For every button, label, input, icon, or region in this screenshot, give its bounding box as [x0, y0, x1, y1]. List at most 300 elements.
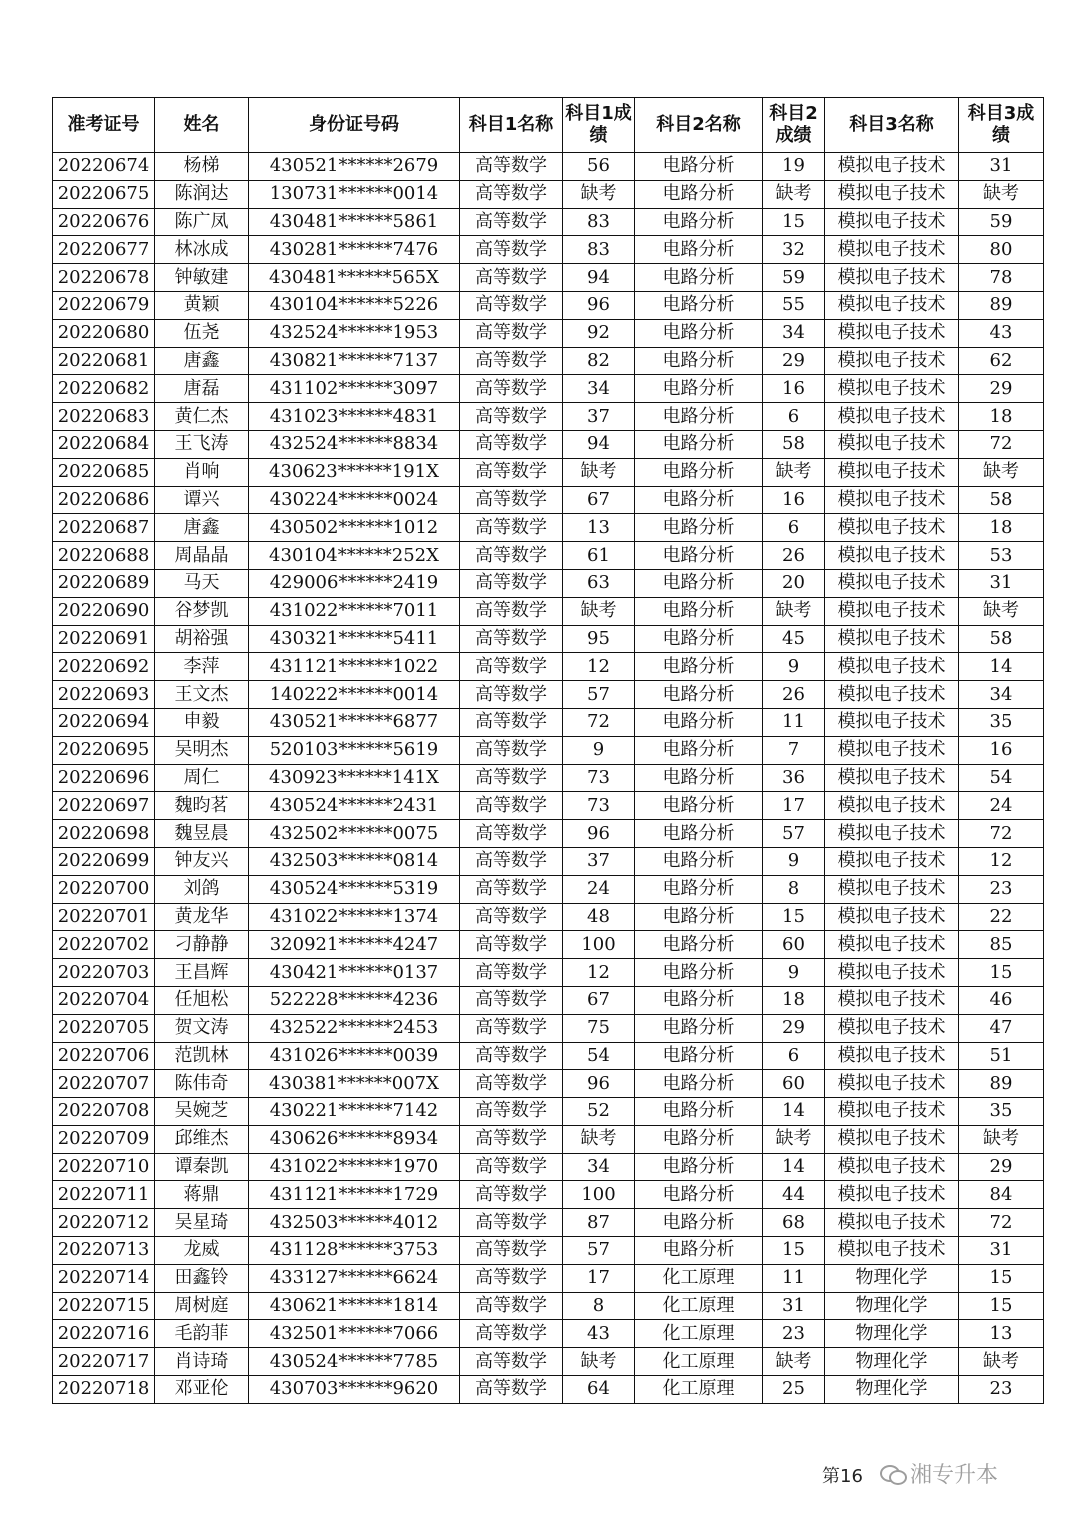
cell-id-number: 431026******0039 — [249, 1042, 460, 1070]
cell-subject3-score: 12 — [959, 847, 1044, 875]
cell-subject3-name: 物理化学 — [825, 1292, 959, 1320]
cell-exam-id: 20220683 — [53, 403, 155, 431]
cell-subject3-name: 模拟电子技术 — [825, 1209, 959, 1237]
cell-subject2-score: 缺考 — [763, 458, 825, 486]
table-row — [53, 792, 1044, 820]
table-row — [53, 875, 1044, 903]
cell-subject2-score: 25 — [763, 1376, 825, 1404]
cell-subject2-score: 6 — [763, 1042, 825, 1070]
cell-subject3-name: 模拟电子技术 — [825, 486, 959, 514]
cell-subject1-name: 高等数学 — [460, 180, 563, 208]
cell-subject2-score: 17 — [763, 792, 825, 820]
cell-id-number: 430104******252X — [249, 542, 460, 570]
cell-subject2-name: 电路分析 — [635, 1237, 763, 1265]
cell-subject3-score: 14 — [959, 653, 1044, 681]
cell-id-number: 431128******3753 — [249, 1237, 460, 1265]
cell-subject3-name: 模拟电子技术 — [825, 236, 959, 264]
cell-subject3-score: 34 — [959, 681, 1044, 709]
cell-subject2-score: 19 — [763, 153, 825, 181]
cell-exam-id: 20220676 — [53, 208, 155, 236]
cell-name: 肖响 — [155, 458, 249, 486]
cell-subject3-name: 模拟电子技术 — [825, 736, 959, 764]
cell-subject2-name: 电路分析 — [635, 430, 763, 458]
cell-subject1-score: 94 — [563, 264, 635, 292]
cell-subject3-score: 72 — [959, 1209, 1044, 1237]
cell-id-number: 432502******0075 — [249, 820, 460, 848]
cell-subject1-score: 9 — [563, 736, 635, 764]
cell-subject2-name: 电路分析 — [635, 542, 763, 570]
cell-subject3-name: 模拟电子技术 — [825, 681, 959, 709]
cell-subject2-score: 44 — [763, 1181, 825, 1209]
cell-subject1-score: 100 — [563, 931, 635, 959]
cell-subject2-score: 31 — [763, 1292, 825, 1320]
cell-subject2-name: 电路分析 — [635, 931, 763, 959]
cell-subject1-name: 高等数学 — [460, 542, 563, 570]
cell-subject2-name: 电路分析 — [635, 764, 763, 792]
cell-exam-id: 20220689 — [53, 569, 155, 597]
cell-subject3-score: 29 — [959, 1153, 1044, 1181]
table-row — [53, 291, 1044, 319]
table-row — [53, 236, 1044, 264]
cell-subject3-score: 72 — [959, 430, 1044, 458]
cell-subject3-name: 模拟电子技术 — [825, 180, 959, 208]
cell-subject3-name: 模拟电子技术 — [825, 1181, 959, 1209]
cell-subject3-score: 缺考 — [959, 1125, 1044, 1153]
table-row — [53, 1237, 1044, 1265]
cell-subject2-score: 9 — [763, 653, 825, 681]
cell-id-number: 430521******6877 — [249, 708, 460, 736]
cell-subject3-score: 18 — [959, 403, 1044, 431]
cell-subject2-score: 32 — [763, 236, 825, 264]
cell-name: 吴星琦 — [155, 1209, 249, 1237]
wechat-icon — [880, 1463, 906, 1485]
cell-subject3-score: 缺考 — [959, 1348, 1044, 1376]
cell-subject3-score: 缺考 — [959, 458, 1044, 486]
cell-subject1-score: 94 — [563, 430, 635, 458]
cell-subject2-score: 58 — [763, 430, 825, 458]
cell-subject2-score: 45 — [763, 625, 825, 653]
cell-subject3-name: 模拟电子技术 — [825, 1237, 959, 1265]
cell-subject3-score: 23 — [959, 875, 1044, 903]
cell-name: 唐磊 — [155, 375, 249, 403]
cell-subject2-score: 8 — [763, 875, 825, 903]
cell-subject1-score: 缺考 — [563, 180, 635, 208]
cell-subject1-score: 61 — [563, 542, 635, 570]
cell-exam-id: 20220684 — [53, 430, 155, 458]
cell-exam-id: 20220695 — [53, 736, 155, 764]
cell-subject1-score: 48 — [563, 903, 635, 931]
cell-id-number: 430502******1012 — [249, 514, 460, 542]
cell-subject2-score: 缺考 — [763, 180, 825, 208]
cell-exam-id: 20220685 — [53, 458, 155, 486]
cell-exam-id: 20220696 — [53, 764, 155, 792]
cell-id-number: 432522******2453 — [249, 1014, 460, 1042]
table-row — [53, 403, 1044, 431]
table-row — [53, 820, 1044, 848]
page-number: 第16 — [822, 1466, 863, 1487]
cell-exam-id: 20220711 — [53, 1181, 155, 1209]
cell-name: 谭秦凯 — [155, 1153, 249, 1181]
header-id-number: 身份证号码 — [249, 98, 460, 153]
cell-exam-id: 20220691 — [53, 625, 155, 653]
cell-name: 邓亚伦 — [155, 1376, 249, 1404]
cell-name: 谭兴 — [155, 486, 249, 514]
cell-name: 邱维杰 — [155, 1125, 249, 1153]
cell-subject1-score: 73 — [563, 764, 635, 792]
cell-subject1-name: 高等数学 — [460, 291, 563, 319]
cell-id-number: 520103******5619 — [249, 736, 460, 764]
cell-name: 杨梯 — [155, 153, 249, 181]
cell-subject1-score: 82 — [563, 347, 635, 375]
cell-subject2-score: 缺考 — [763, 1125, 825, 1153]
cell-exam-id: 20220715 — [53, 1292, 155, 1320]
cell-subject2-name: 电路分析 — [635, 153, 763, 181]
cell-subject3-name: 物理化学 — [825, 1376, 959, 1404]
table-row — [53, 180, 1044, 208]
table-row — [53, 375, 1044, 403]
cell-name: 黄颖 — [155, 291, 249, 319]
cell-id-number: 430481******5861 — [249, 208, 460, 236]
cell-subject1-name: 高等数学 — [460, 708, 563, 736]
cell-name: 周仁 — [155, 764, 249, 792]
cell-subject1-score: 75 — [563, 1014, 635, 1042]
cell-name: 周晶晶 — [155, 542, 249, 570]
cell-id-number: 433127******6624 — [249, 1264, 460, 1292]
cell-subject1-score: 73 — [563, 792, 635, 820]
cell-subject3-score: 22 — [959, 903, 1044, 931]
cell-subject1-name: 高等数学 — [460, 1153, 563, 1181]
cell-id-number: 430104******5226 — [249, 291, 460, 319]
cell-subject2-name: 电路分析 — [635, 820, 763, 848]
watermark-text: 湘专升本 — [910, 1463, 999, 1488]
cell-subject3-name: 模拟电子技术 — [825, 764, 959, 792]
cell-subject1-name: 高等数学 — [460, 1042, 563, 1070]
cell-exam-id: 20220717 — [53, 1348, 155, 1376]
cell-name: 马天 — [155, 569, 249, 597]
cell-subject1-name: 高等数学 — [460, 1348, 563, 1376]
cell-subject1-score: 95 — [563, 625, 635, 653]
cell-subject3-name: 模拟电子技术 — [825, 208, 959, 236]
cell-name: 刁静静 — [155, 931, 249, 959]
table-header-row — [53, 98, 1044, 153]
cell-name: 蒋鼎 — [155, 1181, 249, 1209]
cell-subject1-score: 缺考 — [563, 458, 635, 486]
cell-subject2-name: 电路分析 — [635, 792, 763, 820]
table-row — [53, 1153, 1044, 1181]
cell-name: 吴婉芝 — [155, 1098, 249, 1126]
cell-subject2-score: 11 — [763, 708, 825, 736]
cell-name: 任旭松 — [155, 986, 249, 1014]
cell-subject1-name: 高等数学 — [460, 597, 563, 625]
cell-name: 魏昀茗 — [155, 792, 249, 820]
cell-subject3-score: 78 — [959, 264, 1044, 292]
cell-subject1-score: 67 — [563, 986, 635, 1014]
cell-subject1-name: 高等数学 — [460, 986, 563, 1014]
cell-exam-id: 20220706 — [53, 1042, 155, 1070]
header-subject2-score: 科目2成绩 — [763, 98, 825, 153]
cell-id-number: 140222******0014 — [249, 681, 460, 709]
cell-subject2-name: 电路分析 — [635, 458, 763, 486]
cell-subject2-name: 电路分析 — [635, 1125, 763, 1153]
cell-subject1-score: 37 — [563, 847, 635, 875]
table-row — [53, 1098, 1044, 1126]
cell-subject3-score: 59 — [959, 208, 1044, 236]
cell-subject1-score: 100 — [563, 1181, 635, 1209]
cell-name: 陈润达 — [155, 180, 249, 208]
cell-name: 谷梦凯 — [155, 597, 249, 625]
cell-exam-id: 20220686 — [53, 486, 155, 514]
cell-exam-id: 20220680 — [53, 319, 155, 347]
cell-subject2-name: 电路分析 — [635, 236, 763, 264]
cell-subject2-score: 68 — [763, 1209, 825, 1237]
cell-subject2-score: 29 — [763, 347, 825, 375]
cell-exam-id: 20220712 — [53, 1209, 155, 1237]
cell-subject3-name: 物理化学 — [825, 1348, 959, 1376]
cell-subject2-name: 化工原理 — [635, 1348, 763, 1376]
cell-exam-id: 20220688 — [53, 542, 155, 570]
cell-subject1-score: 63 — [563, 569, 635, 597]
cell-subject2-score: 34 — [763, 319, 825, 347]
cell-subject1-name: 高等数学 — [460, 347, 563, 375]
table-row — [53, 764, 1044, 792]
cell-exam-id: 20220716 — [53, 1320, 155, 1348]
cell-subject2-score: 缺考 — [763, 597, 825, 625]
cell-subject1-name: 高等数学 — [460, 1098, 563, 1126]
cell-subject2-score: 20 — [763, 569, 825, 597]
cell-subject1-name: 高等数学 — [460, 264, 563, 292]
table-row — [53, 208, 1044, 236]
cell-subject3-name: 模拟电子技术 — [825, 1153, 959, 1181]
cell-subject2-name: 电路分析 — [635, 625, 763, 653]
cell-exam-id: 20220687 — [53, 514, 155, 542]
cell-subject1-score: 67 — [563, 486, 635, 514]
cell-id-number: 432501******7066 — [249, 1320, 460, 1348]
cell-subject2-name: 电路分析 — [635, 597, 763, 625]
cell-exam-id: 20220690 — [53, 597, 155, 625]
cell-subject2-name: 化工原理 — [635, 1320, 763, 1348]
table-row — [53, 1014, 1044, 1042]
cell-exam-id: 20220700 — [53, 875, 155, 903]
cell-subject3-name: 模拟电子技术 — [825, 542, 959, 570]
table-row — [53, 1320, 1044, 1348]
cell-subject1-name: 高等数学 — [460, 959, 563, 987]
cell-subject2-score: 36 — [763, 764, 825, 792]
cell-name: 钟敏建 — [155, 264, 249, 292]
cell-subject1-name: 高等数学 — [460, 319, 563, 347]
cell-subject2-score: 15 — [763, 208, 825, 236]
table-row — [53, 653, 1044, 681]
cell-subject3-name: 模拟电子技术 — [825, 931, 959, 959]
cell-subject2-name: 电路分析 — [635, 403, 763, 431]
cell-subject2-name: 电路分析 — [635, 1014, 763, 1042]
cell-name: 王昌辉 — [155, 959, 249, 987]
cell-subject2-name: 电路分析 — [635, 653, 763, 681]
cell-subject3-score: 13 — [959, 1320, 1044, 1348]
cell-subject1-name: 高等数学 — [460, 625, 563, 653]
cell-subject3-score: 15 — [959, 1292, 1044, 1320]
cell-subject1-name: 高等数学 — [460, 792, 563, 820]
cell-subject3-name: 物理化学 — [825, 1320, 959, 1348]
cell-subject1-name: 高等数学 — [460, 486, 563, 514]
cell-exam-id: 20220707 — [53, 1070, 155, 1098]
cell-name: 魏昱晨 — [155, 820, 249, 848]
cell-id-number: 430623******191X — [249, 458, 460, 486]
table-row — [53, 153, 1044, 181]
cell-subject1-name: 高等数学 — [460, 1209, 563, 1237]
cell-name: 贺文涛 — [155, 1014, 249, 1042]
cell-subject2-name: 电路分析 — [635, 1209, 763, 1237]
cell-subject3-score: 84 — [959, 1181, 1044, 1209]
table-row — [53, 847, 1044, 875]
cell-id-number: 432524******1953 — [249, 319, 460, 347]
cell-name: 胡裕强 — [155, 625, 249, 653]
cell-subject2-score: 60 — [763, 1070, 825, 1098]
cell-id-number: 430221******7142 — [249, 1098, 460, 1126]
cell-subject3-score: 31 — [959, 1237, 1044, 1265]
cell-exam-id: 20220694 — [53, 708, 155, 736]
cell-subject3-name: 模拟电子技术 — [825, 653, 959, 681]
cell-subject2-name: 电路分析 — [635, 1153, 763, 1181]
table-row — [53, 458, 1044, 486]
cell-subject3-name: 模拟电子技术 — [825, 847, 959, 875]
cell-subject3-score: 46 — [959, 986, 1044, 1014]
cell-id-number: 430524******5319 — [249, 875, 460, 903]
cell-id-number: 430381******007X — [249, 1070, 460, 1098]
cell-name: 陈伟奇 — [155, 1070, 249, 1098]
cell-subject2-name: 化工原理 — [635, 1264, 763, 1292]
score-table-body — [53, 153, 1044, 1404]
cell-subject3-score: 58 — [959, 625, 1044, 653]
table-row — [53, 1209, 1044, 1237]
cell-subject3-name: 模拟电子技术 — [825, 375, 959, 403]
cell-id-number: 320921******4247 — [249, 931, 460, 959]
cell-subject3-name: 模拟电子技术 — [825, 514, 959, 542]
table-row — [53, 625, 1044, 653]
cell-subject2-name: 电路分析 — [635, 514, 763, 542]
table-row — [53, 1070, 1044, 1098]
cell-subject3-score: 51 — [959, 1042, 1044, 1070]
cell-id-number: 430521******2679 — [249, 153, 460, 181]
cell-subject2-score: 23 — [763, 1320, 825, 1348]
cell-subject2-name: 电路分析 — [635, 1070, 763, 1098]
cell-exam-id: 20220702 — [53, 931, 155, 959]
table-row — [53, 430, 1044, 458]
cell-subject3-name: 模拟电子技术 — [825, 792, 959, 820]
cell-subject2-name: 电路分析 — [635, 681, 763, 709]
cell-subject3-score: 15 — [959, 1264, 1044, 1292]
cell-subject2-name: 电路分析 — [635, 1181, 763, 1209]
cell-subject1-score: 52 — [563, 1098, 635, 1126]
cell-subject2-name: 电路分析 — [635, 875, 763, 903]
cell-name: 唐鑫 — [155, 514, 249, 542]
cell-exam-id: 20220710 — [53, 1153, 155, 1181]
cell-subject1-name: 高等数学 — [460, 1376, 563, 1404]
cell-subject1-score: 12 — [563, 653, 635, 681]
cell-id-number: 430821******7137 — [249, 347, 460, 375]
cell-subject3-name: 模拟电子技术 — [825, 820, 959, 848]
cell-exam-id: 20220692 — [53, 653, 155, 681]
cell-id-number: 430224******0024 — [249, 486, 460, 514]
cell-subject2-score: 7 — [763, 736, 825, 764]
cell-id-number: 431023******4831 — [249, 403, 460, 431]
cell-subject1-name: 高等数学 — [460, 820, 563, 848]
cell-id-number: 430626******8934 — [249, 1125, 460, 1153]
cell-id-number: 431102******3097 — [249, 375, 460, 403]
cell-subject3-score: 72 — [959, 820, 1044, 848]
table-row — [53, 597, 1044, 625]
cell-subject2-score: 9 — [763, 959, 825, 987]
cell-subject3-score: 24 — [959, 792, 1044, 820]
cell-subject1-score: 57 — [563, 681, 635, 709]
cell-subject3-name: 模拟电子技术 — [825, 986, 959, 1014]
cell-exam-id: 20220674 — [53, 153, 155, 181]
cell-subject1-score: 96 — [563, 820, 635, 848]
cell-subject2-score: 29 — [763, 1014, 825, 1042]
table-row — [53, 1348, 1044, 1376]
cell-name: 王文杰 — [155, 681, 249, 709]
cell-name: 肖诗琦 — [155, 1348, 249, 1376]
cell-subject1-score: 缺考 — [563, 1348, 635, 1376]
table-row — [53, 542, 1044, 570]
cell-id-number: 429006******2419 — [249, 569, 460, 597]
cell-subject2-name: 电路分析 — [635, 375, 763, 403]
cell-name: 龙威 — [155, 1237, 249, 1265]
cell-id-number: 432503******4012 — [249, 1209, 460, 1237]
cell-exam-id: 20220704 — [53, 986, 155, 1014]
cell-subject3-score: 16 — [959, 736, 1044, 764]
cell-subject3-name: 模拟电子技术 — [825, 264, 959, 292]
cell-name: 王飞涛 — [155, 430, 249, 458]
cell-subject1-name: 高等数学 — [460, 569, 563, 597]
cell-subject1-name: 高等数学 — [460, 403, 563, 431]
cell-exam-id: 20220697 — [53, 792, 155, 820]
cell-exam-id: 20220682 — [53, 375, 155, 403]
cell-id-number: 430703******9620 — [249, 1376, 460, 1404]
cell-name: 李萍 — [155, 653, 249, 681]
cell-subject1-name: 高等数学 — [460, 1264, 563, 1292]
cell-subject2-name: 电路分析 — [635, 736, 763, 764]
cell-subject2-name: 电路分析 — [635, 903, 763, 931]
cell-id-number: 431022******1970 — [249, 1153, 460, 1181]
cell-subject2-name: 电路分析 — [635, 208, 763, 236]
header-name: 姓名 — [155, 98, 249, 153]
cell-id-number: 430321******5411 — [249, 625, 460, 653]
cell-subject1-score: 24 — [563, 875, 635, 903]
table-row — [53, 1181, 1044, 1209]
table-row — [53, 931, 1044, 959]
cell-subject3-score: 54 — [959, 764, 1044, 792]
cell-subject2-score: 缺考 — [763, 1348, 825, 1376]
header-subject3-name: 科目3名称 — [825, 98, 959, 153]
cell-subject3-score: 85 — [959, 931, 1044, 959]
cell-exam-id: 20220675 — [53, 180, 155, 208]
cell-name: 吴明杰 — [155, 736, 249, 764]
cell-exam-id: 20220705 — [53, 1014, 155, 1042]
cell-id-number: 130731******0014 — [249, 180, 460, 208]
header-exam-id: 准考证号 — [53, 98, 155, 153]
cell-subject3-score: 31 — [959, 153, 1044, 181]
cell-subject1-name: 高等数学 — [460, 1237, 563, 1265]
cell-subject1-score: 37 — [563, 403, 635, 431]
cell-name: 田鑫铃 — [155, 1264, 249, 1292]
table-row — [53, 514, 1044, 542]
cell-name: 黄仁杰 — [155, 403, 249, 431]
cell-subject1-name: 高等数学 — [460, 1292, 563, 1320]
cell-subject1-score: 12 — [563, 959, 635, 987]
cell-subject2-score: 14 — [763, 1153, 825, 1181]
cell-name: 钟友兴 — [155, 847, 249, 875]
cell-subject2-name: 电路分析 — [635, 264, 763, 292]
